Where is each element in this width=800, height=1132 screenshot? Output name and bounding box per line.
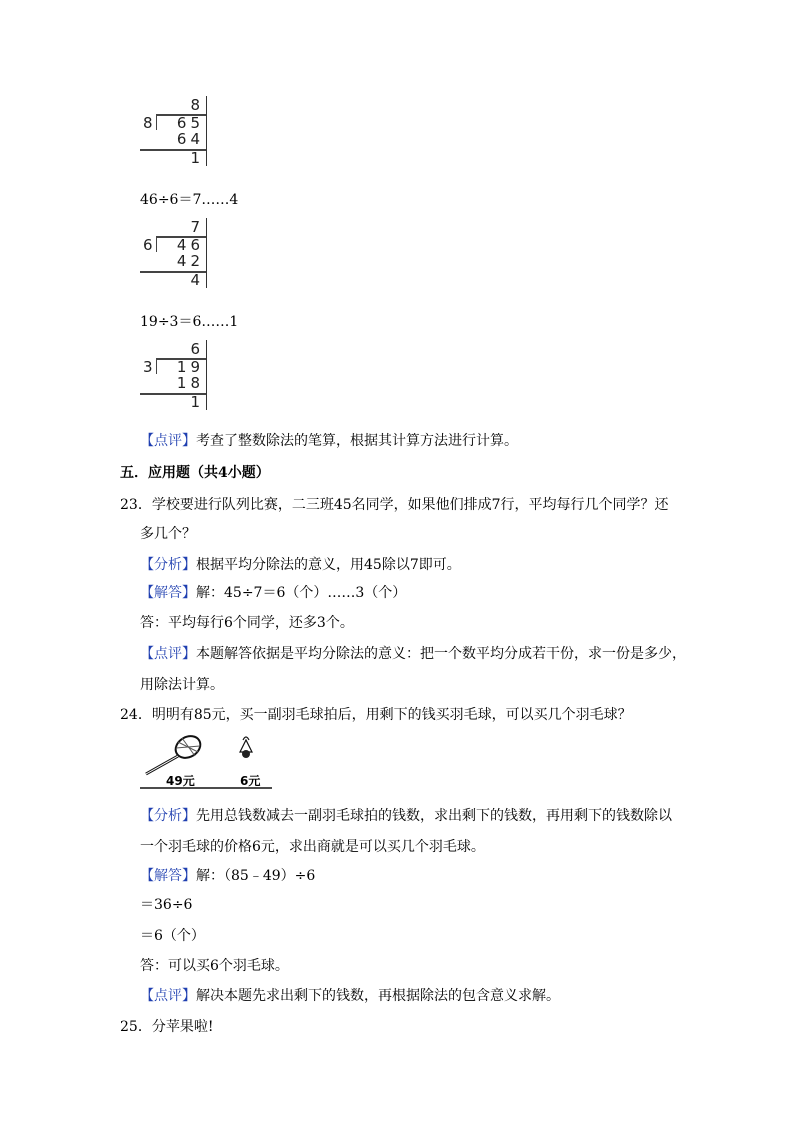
q23-review [140, 645, 686, 663]
q23-stem-line2: 多几个？ [140, 526, 196, 542]
ld1-divisor: 8 [143, 114, 153, 132]
long-division-2 [140, 218, 210, 288]
ld2-quotient: 7 [190, 218, 204, 236]
q25-stem: 25．分苹果啦! [120, 1019, 214, 1035]
ld1-remainder: 1 [190, 149, 204, 167]
ld1-quotient: 8 [190, 96, 204, 114]
long-division-1 [140, 96, 210, 166]
racket-price: 49元 [166, 774, 195, 788]
ld3-divisor: 3 [143, 358, 153, 376]
q24-review [140, 987, 560, 1005]
q24-analysis [140, 807, 672, 825]
q23-reply: 答：平均每行6个同学，还多3个。 [140, 615, 354, 631]
section-title: 五．应用题（共4小题） [120, 465, 270, 481]
q23-review-text: 本题解答依据是平均分除法的意义：把一个数平均分成若干份，求一份是多少， [196, 646, 686, 662]
q24-answer-line3: ＝6（个） [140, 928, 205, 944]
ld1-product: 64 [176, 130, 204, 148]
equation-2: 46÷6＝7……4 [140, 192, 239, 208]
q23-answer-tag: 【解答】 [140, 585, 196, 601]
ld3-dividend: 19 [176, 358, 204, 376]
q23-analysis-text: 根据平均分除法的意义，用45除以7即可。 [196, 557, 461, 573]
q24-answer-text: 解：（85﹣49）÷6 [196, 868, 316, 884]
q23-answer [140, 584, 406, 602]
q24-review-text: 解决本题先求出剩下的钱数，再根据除法的包含意义求解。 [196, 988, 560, 1004]
q23-review-tag: 【点评】 [140, 646, 196, 662]
q24-answer-line2: ＝36÷6 [140, 897, 193, 913]
q23-answer-text: 解：45÷7＝6（个）……3（个） [196, 585, 407, 601]
ld3-product: 18 [176, 374, 204, 392]
ld1-dividend: 65 [176, 114, 204, 132]
q24-analysis-text: 先用总钱数减去一副羽毛球拍的钱数，求出剩下的钱数，再用剩下的钱数除以 [196, 808, 672, 824]
ld2-remainder: 4 [190, 271, 204, 289]
ld2-product: 42 [176, 252, 204, 270]
shuttle-price: 6元 [240, 774, 261, 788]
ld2-divisor: 6 [143, 236, 153, 254]
review-22-text: 考查了整数除法的笔算，根据其计算方法进行计算。 [196, 433, 518, 449]
long-division-3 [140, 340, 210, 410]
review-22-tag: 【点评】 [140, 433, 196, 449]
q24-answer-tag: 【解答】 [140, 868, 196, 884]
ld3-remainder: 1 [190, 393, 204, 411]
review-22 [140, 432, 518, 450]
q23-analysis-tag: 【分析】 [140, 557, 196, 573]
q24-stem: 24．明明有85元，买一副羽毛球拍后，用剩下的钱买羽毛球，可以买几个羽毛球？ [120, 707, 632, 723]
racket-shuttlecock-illustration [140, 732, 272, 792]
q23-analysis [140, 556, 461, 574]
ld2-dividend: 46 [176, 236, 204, 254]
q23-stem-line1: 23．学校要进行队列比赛，二三班45名同学，如果他们排成7行，平均每行几个同学？还 [120, 497, 669, 513]
q24-analysis-line2: 一个羽毛球的价格6元，求出商就是可以买几个羽毛球。 [140, 839, 485, 855]
q24-answer [140, 867, 315, 885]
q24-analysis-tag: 【分析】 [140, 808, 196, 824]
q24-reply: 答：可以买6个羽毛球。 [140, 958, 289, 974]
q23-review-line2: 用除法计算。 [140, 677, 224, 693]
q24-review-tag: 【点评】 [140, 988, 196, 1004]
equation-3: 19÷3＝6……1 [140, 314, 239, 330]
ld3-quotient: 6 [190, 340, 204, 358]
